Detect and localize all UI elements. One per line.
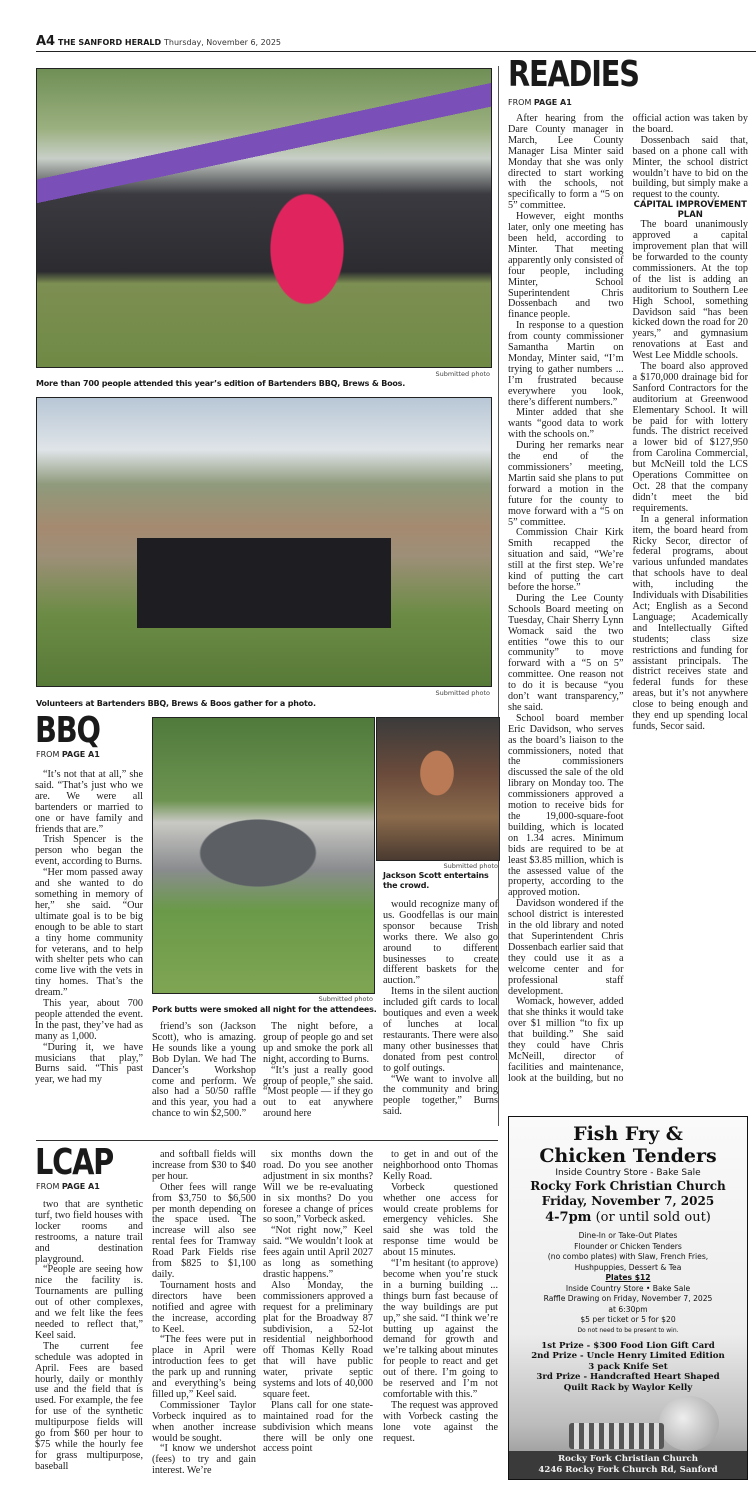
paragraph: and softball fields will increase from $30 to $40 per hour. [152,1149,256,1182]
ad-raffle-line: Inside Country Store • Bake Sale [565,1283,691,1293]
paragraph: Commission Chair Kirk Smith recapped the situation and said, “We’re still at the first step. We’re kind of putting the cart before the horse.” [508,527,624,593]
ad-title-line: Fish Fry & [573,1123,683,1145]
paragraph: Other fees will range from $3,750 to $6,500 per month depending on the space used. The increase will also see rental fees for Tramway Road Park Fields rise from $825 to $1,100 daily. [152,1181,256,1280]
paragraph: Minter added that she wants “good data to work with the schools on.” [508,407,624,441]
volunteers-photo [36,397,492,687]
paragraph: “Her mom passed away and she wanted to do something in memory of her,” she said. “Our ultimate goal is to be big enough to be able to start a tiny home community for veterans, and to help with shelter pets who can come live with the vets in tiny homes. That’s the dream.” [35,867,143,999]
paragraph: In a general information item, the board heard from Ricky Secor, director of federal programs, about various unfunded mandates that schools have to deal with, including the Individuals with Disabilities Act; English as a Second Language; Academically and Intellectually Gifted students; class size restrictions and funding for assistant principals. The district receives state and federal funds for these areas, but it’s not anywhere close to being enough and they end up spending local funds, Secor said. [632,513,748,732]
subhead: CAPITAL IMPROVEMENT PLAN [633,200,747,220]
ad-menu-line: (no combo plates) with Slaw, French Fries, [547,1252,709,1261]
ad-menu-line: Dine-In or Take-Out Plates [578,1231,678,1240]
page-number: A4 [36,34,56,49]
smoker-photo [152,717,375,994]
ad-church: Rocky Fork Christian Church [530,1179,726,1193]
paragraph: Dossenbach said that, based on a phone call with Minter, the school district wouldn’t have to bid on the building, but simply make a request to the county. [632,134,748,201]
page-header [36,35,756,52]
jump-page-link[interactable]: PAGE A1 [61,750,100,759]
paragraph: School board member Eric Davidson, who serves as the board’s liaison to the commissioners, noted that the commissioners discussed the sale of the old library on Monday too. The commissioners approved a motion to receive bids for the 19,000-square-foot building, which is located on 1.34 acres. Minimum bids are required to be at least $3.85 million, which is the assessed value of the property, according to the approved motion. [508,712,624,899]
jump-line [508,98,572,107]
pumpkin-illustration [659,1396,719,1451]
jump-page-link[interactable]: PAGE A1 [61,1182,100,1191]
paragraph: Vorbeck questioned whether one access for would create problems for emergency vehicles. She said she was told the response time would be about 15 minutes. [383,1181,498,1259]
paragraph: In response to a question from county commissioner Samantha Martin on Monday, Minter said, “I’m trying to gather numbers ... I’m frustrated because everywhere you look, there’s different numbers.” [508,320,624,408]
ad-raffle-line: at 6:30pm [608,1304,648,1314]
photo-caption: Pork butts were smoked all night for the attendees. [152,1005,377,1014]
bbq-column-3 [263,1022,373,1120]
paragraph: “It’s not that at all,” she said. “That’s just who we are. We were all bartenders or married to one or have family and friends that are.” [35,769,143,835]
photo-credit: Submitted photo [435,689,490,697]
photo-caption: More than 700 people attended this year’s edition of Bartenders BBQ, Brews & Boos. [36,379,406,388]
paragraph: During the Lee County Schools Board meeting on Tuesday, Chair Sherry Lynn Womack said the two entities “owe this to our community” to move forward with a “5 on 5” committee. One reason not to do it is because “you don’t want transparency,” she said. [508,592,624,713]
paragraph: “During it, we have musicians that play,” Burns said. “This past year, we had my [35,1041,143,1086]
paragraph: The request was approved with Vorbeck casting the lone vote against the request. [383,1399,498,1444]
readies-paragraphs-2 [633,220,749,733]
ad-time-note: (or until sold out) [595,1210,711,1225]
jump-from: FROM [36,750,60,759]
photo-caption: Volunteers at Bartenders BBQ, Brews & Boos gather for a photo. [36,699,316,708]
photo-credit: Submitted photo [443,862,498,870]
column-divider [498,66,499,1126]
paragraph: six months down the road. Do you see another adjustment in six months? Will we be re-evaluating in six months? Do you foresee a change of prices so soon,” Vorbeck asked. [263,1149,373,1226]
paragraph: friend’s son (Jackson Scott), who is amazing. He sounds like a young Bob Dylan. We had The Dancer’s Workshop come and perform. We also had a 50/50 raffle and this year, you had a chance to win $2,500.” [152,1021,256,1120]
ad-prize: 3 pack Knife Set [588,1361,668,1372]
lcap-column-4 [383,1150,498,1444]
issue-date: Thursday, November 6, 2025 [164,38,281,47]
paragraph: “The fees were put in place in April were introduction fees to get the park up and running and everything’s being filled up,” Keel said. [152,1334,256,1400]
paragraph: Items in the silent auction included gift cards to local boutiques and even a week of lunches at local restaurants. There were also many other businesses that donated from pest control to golf outings. [383,986,498,1074]
ad-note: Do not need to be present to win. [577,1326,679,1334]
jump-page-link[interactable]: PAGE A1 [533,98,572,107]
jump-from: FROM [508,98,532,107]
ad-prize: 3rd Prize - Handcrafted Heart Shaped [536,1372,720,1383]
photo-credit: Submitted photo [435,370,490,378]
ad-time [509,1209,747,1226]
paragraph: to get in and out of the neighborhood onto Thomas Kelly Road. [383,1149,498,1182]
paragraph: two that are synthetic turf, two field houses with locker rooms and restrooms, a nature trail and destination playground. [35,1199,143,1265]
musician-photo [376,717,500,861]
paragraph: The current fee schedule was adopted in April. Fees are based hourly, daily or monthly use and the field that is used. For example, the fee for use of the synthetic multipurpose fields will go from $60 per hour to $75 while the hourly fee for grass multipurpose, baseball [35,1340,143,1472]
ad-date: Friday, November 7, 2025 [541,1194,715,1208]
paragraph: “I know we undershot (fees) to try and gain interest. We’re [152,1443,256,1477]
basket-illustration [569,1423,664,1449]
paragraph: Womack, however, added that she thinks it would take over $1 million “to fix up that building.” She said they could have Chris McNeill, director of facilities and maintenance, look at the building, but no official action was taken by the board. [508,113,748,1084]
article-kicker-bbq: BBQ [35,710,100,751]
lcap-column-2 [152,1150,256,1477]
paragraph: “Not right now,” Keel said. “We wouldn’t look at fees again until April 2027 as long as something drastic happens.” [263,1225,373,1280]
ad-subtitle: Inside Country Store - Bake Sale [555,1168,701,1178]
ad-footer-church: Rocky Fork Christian Church [558,1454,698,1464]
paragraph: The board unanimously approved a capital improvement plan that will be forwarded to the county commissioners. At the top of the list is adding an auditorium to Southern Lee High School, something Davidson said “has been kicked down the road for 20 years,” and gymnasium renovations at East and West Lee Middle schools. [632,219,748,362]
ad-time-range: 4-7pm [545,1210,592,1225]
ad-prize: 1st Prize - $300 Food Lion Gift Card [541,1340,715,1351]
photo-caption: Jackson Scott entertains the crowd. [383,871,489,890]
paragraph: Also Monday, the commissioners approved a request for a preliminary plat for the Broadway 87 subdivision, a 52-lot residential neighborhood off Thomas Kelly Road that will have public water, private septic systems and lots of 40,000 square feet. [263,1279,373,1400]
jump-line [36,750,100,759]
paragraph: “People are seeing how nice the facility is. Tournaments are pulling out of other complexes, and we felt like the fees needed to reflect that,” Keel said. [35,1264,143,1341]
crowd-photo [36,68,492,368]
lcap-column-3 [263,1150,373,1455]
ad-price: Plates $12 [605,1273,651,1282]
paragraph: The night before, a group of people go and set up and smoke the pork all night, according to Burns. [263,1021,373,1065]
paragraph: The board also approved a $170,000 drainage bid for Sanford Contractors for the auditorium at Greenwood Elementary School. It will be paid for with lottery funds. The district received a lower bid of $127,950 from Carolina Commercial, but McNeill told the LCS Operations Committee on Oct. 28 that the company didn’t meet the bid requirements. [632,361,748,514]
ad-title [509,1123,747,1167]
article-kicker-readies: READIES [508,54,639,95]
paragraph: Tournament hosts and directors have been notified and agree with the increase, according to Keel. [152,1279,256,1335]
bbq-column-4 [383,900,498,1118]
bbq-column-2 [152,1022,256,1120]
ad-menu-line: Hushpuppies, Dessert & Tea [574,1262,682,1272]
ad-menu-line: Flounder or Chicken Tenders [574,1241,682,1251]
lcap-column-1 [35,1200,143,1473]
bbq-column-1 [35,770,143,1086]
ad-raffle-line: Raffle Drawing on Friday, November 7, 2025 [543,1294,713,1303]
ad-title-line: Chicken Tenders [539,1145,717,1167]
ad-raffle-line: $5 per ticket or 5 for $20 [580,1315,676,1324]
fish-fry-advertisement [508,1116,748,1480]
paragraph: would recognize many of us. Goodfellas is our main sponsor because Trish works there. We also go around to different businesses to create different baskets for the auction.” [383,899,498,987]
photo-credit: Submitted photo [318,995,373,1003]
jump-line [36,1182,100,1191]
paragraph: Trish Spencer is the person who began the event, according to Burns. [35,834,143,868]
article-kicker-lcap: LCAP [35,1142,114,1183]
paragraph: “I’m hesitant (to approve) become when you’re stuck in a burning building ... things burn fast because of the way buildings are put up,” she said. “I think we’re butting up against the demand for growth and we’re talking about minutes for people to react and get out of there. I’m going to be reserved and I’m not comfortable with this.” [383,1258,498,1400]
ad-footer [509,1451,747,1479]
paragraph: “It’s just a really good group of people,” she said. “Most people — if they go out to eat anywhere around here [263,1064,373,1120]
paragraph: “We want to involve all the community and bring people together,” Burns said. [383,1073,498,1118]
paragraph: However, eight months later, only one meeting has been held, according to Minter. That meeting apparently only consisted of four people, including Minter, School Superintendent Chris Dossenbach and two finance people. [508,211,624,321]
ad-prize: Quilt Rack by Waylor Kelly [563,1382,693,1393]
ad-footer-address: 4246 Rocky Fork Church Rd, Sanford [538,1465,718,1475]
ad-prize: 2nd Prize - Uncle Henry Limited Edition [531,1351,725,1362]
paragraph: After hearing from the Dare County manager in March, Lee County Manager Lisa Minter said Monday that she was only directed to start working with the schools, not specifically to form a “5 on 5” committee. [508,113,624,212]
section-divider [36,1140,498,1141]
readies-body [508,114,748,1099]
newspaper-name: THE SANFORD HERALD [57,38,162,47]
paragraph: This year, about 700 people attended the event. In the past, they’ve had as many as 1,000. [35,998,143,1042]
jump-from: FROM [36,1182,60,1191]
paragraph: Commissioner Taylor Vorbeck inquired as to when another increase would be sought. [152,1399,256,1444]
paragraph: During her remarks near the end of the commissioners’ meeting, Martin said she plans to put forward a motion in the future for the county to move forward with a “5 on 5” committee. [508,440,624,528]
paragraph: Davidson wondered if the school district is interested in the old library and noted that Superintendent Chris Dossenbach earlier said that they could use it as a welcome center and for professional staff development. [508,898,624,997]
paragraph: Plans call for one state-maintained road for the subdivision which means there will be only one access point [263,1399,373,1455]
